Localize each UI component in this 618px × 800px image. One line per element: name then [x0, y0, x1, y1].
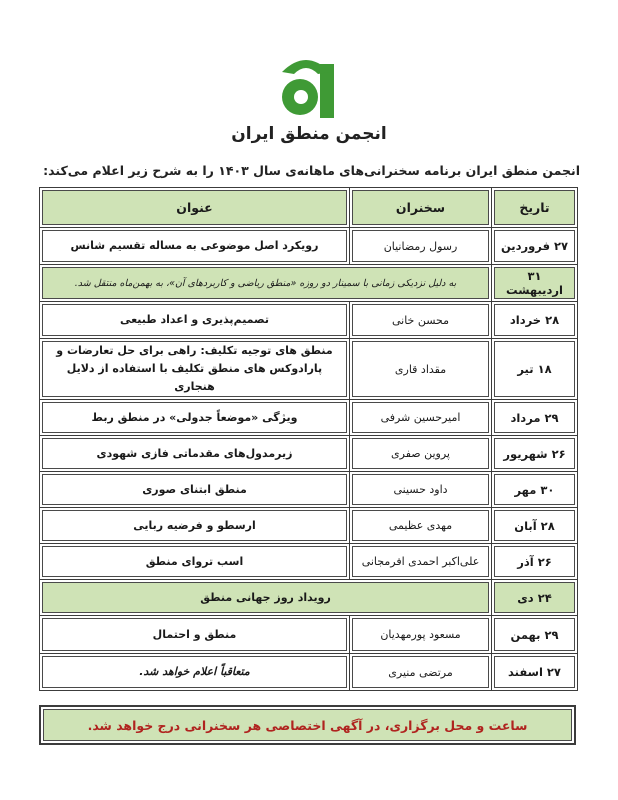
row-speaker: رسول رمضانیان	[350, 228, 492, 265]
row-topic: تصمیم‌پذیری و اعداد طبیعی	[40, 302, 350, 339]
table-row	[40, 400, 578, 436]
row-topic: ارسطو و فرضیه ربایی	[40, 508, 350, 544]
table-row	[40, 436, 578, 472]
organization-title: انجمن منطق ایران	[231, 124, 387, 144]
row-speaker: مرتضی منیری	[350, 654, 492, 691]
row-speaker: مهدی عظیمی	[350, 508, 492, 544]
row-topic: متعاقباً اعلام خواهد شد.	[40, 654, 350, 691]
association-logo	[278, 50, 336, 118]
row-date: ۲۸ خرداد	[492, 302, 578, 339]
row-date: ۳۱ اردیبهشت	[492, 265, 578, 302]
row-date: ۲۷ اسفند	[492, 654, 578, 691]
row-speaker: محسن خانی	[350, 302, 492, 339]
table-row	[40, 339, 578, 400]
table-row	[40, 265, 578, 302]
row-speaker: علی‌اکبر احمدی افرمجانی	[350, 544, 492, 580]
row-topic: زیرمدول‌های مقدماتی فازی شهودی	[40, 436, 350, 472]
row-speaker: امیرحسین شرفی	[350, 400, 492, 436]
row-speaker: مقداد قاری	[350, 339, 492, 400]
row-date: ۲۴ دی	[492, 580, 578, 616]
row-date: ۲۷ فروردین	[492, 228, 578, 265]
table-row	[40, 654, 578, 691]
lecture-schedule-table	[39, 187, 578, 691]
row-speaker: مسعود پورمهدیان	[350, 616, 492, 654]
table-row	[40, 580, 578, 616]
table-row	[40, 302, 578, 339]
table-row	[40, 544, 578, 580]
row-topic: رویکرد اصل موضوعی به مساله تقسیم شانس	[40, 228, 350, 265]
table-row	[40, 616, 578, 654]
table-row	[40, 508, 578, 544]
row-date: ۲۹ مرداد	[492, 400, 578, 436]
footer-note: ساعت و محل برگزاری، در آگهی اختصاصی هر سخنرانی درج خواهد شد.	[39, 705, 576, 745]
row-topic: اسب تروای منطق	[40, 544, 350, 580]
row-topic: ویژگی «موضعاً جدولی» در منطق ربط	[40, 400, 350, 436]
row-topic: منطق ابتنای صوری	[40, 472, 350, 508]
row-date: ۲۸ آبان	[492, 508, 578, 544]
table-row	[40, 228, 578, 265]
row-topic: منطق های توجیه تکلیف: راهی برای حل تعارضات و پارادوکس های منطق تکلیف با استفاده از دلایل هنجاری	[40, 339, 350, 400]
header-date: تاریخ	[492, 188, 578, 228]
row-speaker: داود حسینی	[350, 472, 492, 508]
header-speaker: سخنران	[350, 188, 492, 228]
row-date: ۲۶ شهریور	[492, 436, 578, 472]
row-date: ۱۸ تیر	[492, 339, 578, 400]
intro-text: انجمن منطق ایران برنامه سخنرانی‌های ماهانه‌ی سال ۱۴۰۳ را به شرح زیر اعلام می‌کند:	[43, 163, 580, 178]
row-topic: منطق و احتمال	[40, 616, 350, 654]
table-row	[40, 472, 578, 508]
row-date: ۲۶ آذر	[492, 544, 578, 580]
row-speaker: پروین صفری	[350, 436, 492, 472]
event-label: رویداد روز جهانی منطق	[40, 580, 492, 616]
header-topic: عنوان	[40, 188, 350, 228]
row-date: ۳۰ مهر	[492, 472, 578, 508]
row-date: ۲۹ بهمن	[492, 616, 578, 654]
postponement-notice: به دلیل نزدیکی زمانی با سمینار دو روزه «منطق ریاضی و کاربردهای آن»، به بهمن‌ماه منتقل شد.	[40, 265, 492, 302]
